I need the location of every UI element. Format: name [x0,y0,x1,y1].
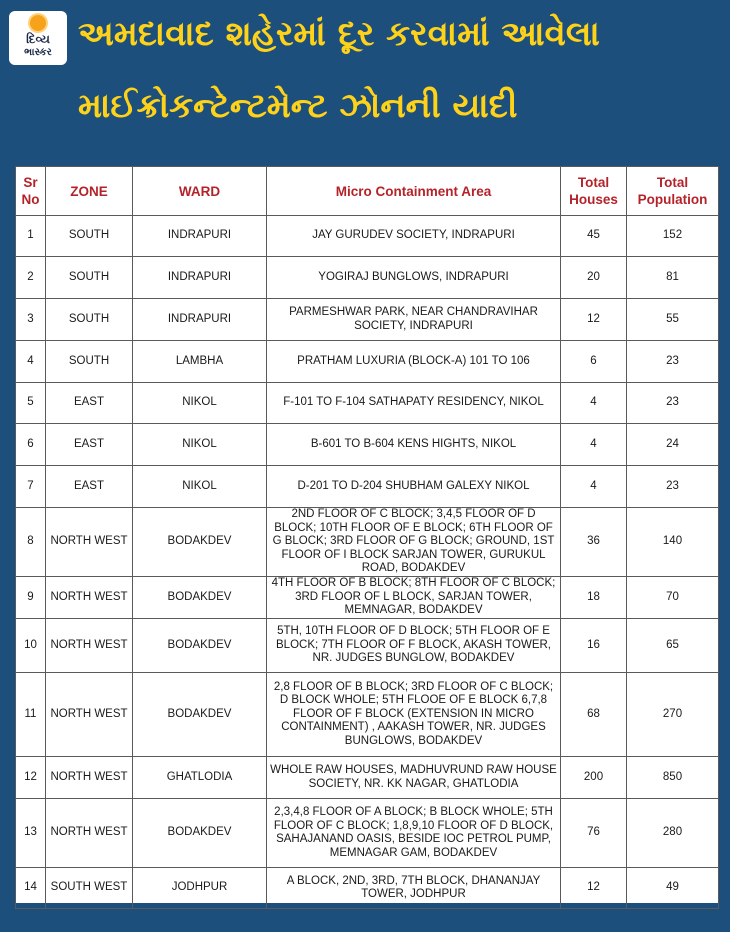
cell-ward: BODAKDEV [133,508,267,577]
table-row [16,383,719,424]
table-row [16,619,719,673]
cell-ward: BODAKDEV [133,799,267,868]
cell-total-population: 23 [627,341,719,383]
cell-zone: NORTH WEST [46,757,133,799]
cell-ward: LAMBHA [133,341,267,383]
cell-total-population: 23 [627,466,719,508]
cell-micro-containment-area: B-601 TO B-604 KENS HIGHTS, NIKOL [267,424,561,466]
cell-micro-containment-area: YOGIRAJ BUNGLOWS, INDRAPURI [267,257,561,299]
cell-ward: NIKOL [133,424,267,466]
cell-micro-containment-area: 2ND FLOOR OF C BLOCK; 3,4,5 FLOOR OF D BLOCK; 10TH FLOOR OF E BLOCK; 6TH FLOOR OF G BLOCK; 3RD FLOOR OF G BLOCK; GROUND, 1ST FLOOR OF I BLOCK SARJAN TOWER, GURUKUL ROAD, BODAKDEV [267,508,561,577]
cell-total-population: 152 [627,216,719,257]
cell-ward: NIKOL [133,383,267,424]
cell-micro-containment-area: PARMESHWAR PARK, NEAR CHANDRAVIHAR SOCIETY, INDRAPURI [267,299,561,341]
cell-sr-no: 6 [16,424,46,466]
table-row [16,757,719,799]
table-row [16,216,719,257]
cell-zone: NORTH WEST [46,619,133,673]
cell-zone: SOUTH [46,257,133,299]
cell-ward: GHATLODIA [133,757,267,799]
cell-ward: NIKOL [133,466,267,508]
cell-zone: EAST [46,383,133,424]
cell-sr-no: 1 [16,216,46,257]
cell-total-houses: 12 [561,868,627,909]
cell-total-houses: 68 [561,673,627,757]
header-micro-containment-area: Micro Containment Area [267,167,561,216]
cell-zone: SOUTH [46,341,133,383]
header-zone: ZONE [46,167,133,216]
cell-ward: BODAKDEV [133,577,267,619]
cell-sr-no: 3 [16,299,46,341]
cell-total-houses: 20 [561,257,627,299]
cell-sr-no: 12 [16,757,46,799]
cell-micro-containment-area: 2,8 FLOOR OF B BLOCK; 3RD FLOOR OF C BLOCK; D BLOCK WHOLE; 5TH FLOOE OF E BLOCK 6,7,8 FLOOR OF F BLOCK (EXTENSION IN MICRO CONTAINMENT) , AAKASH TOWER, NR. JUDGES BUNGLOWS, BODAKDEV [267,673,561,757]
header-total-houses: Total Houses [561,167,627,216]
cell-total-houses: 16 [561,619,627,673]
cell-sr-no: 9 [16,577,46,619]
cell-total-population: 270 [627,673,719,757]
cell-micro-containment-area: 2,3,4,8 FLOOR OF A BLOCK; B BLOCK WHOLE; 5TH FLOOR OF C BLOCK; 1,8,9,10 FLOOR OF D BLOCK, SAHAJANAND OASIS, BESIDE IOC PETROL PUMP, MEMNAGAR GAM, BODAKDEV [267,799,561,868]
table-row [16,257,719,299]
cell-total-population: 850 [627,757,719,799]
cell-total-population: 81 [627,257,719,299]
cell-zone: SOUTH [46,216,133,257]
containment-table-container [15,166,718,903]
cell-micro-containment-area: PRATHAM LUXURIA (BLOCK-A) 101 TO 106 [267,341,561,383]
sun-icon [30,15,46,31]
divya-bhaskar-logo [9,11,67,65]
cell-sr-no: 13 [16,799,46,868]
cell-total-population: 65 [627,619,719,673]
table-row [16,424,719,466]
table-body [16,216,719,909]
cell-total-population: 70 [627,577,719,619]
table-row [16,508,719,577]
table-row [16,341,719,383]
cell-sr-no: 7 [16,466,46,508]
table-header-row [16,167,719,216]
cell-total-houses: 4 [561,424,627,466]
cell-ward: BODAKDEV [133,673,267,757]
cell-total-houses: 76 [561,799,627,868]
cell-zone: EAST [46,466,133,508]
cell-total-houses: 4 [561,466,627,508]
containment-table [15,166,719,909]
cell-total-houses: 18 [561,577,627,619]
cell-sr-no: 4 [16,341,46,383]
header-sr-no: Sr No [16,167,46,216]
bottom-bar [0,918,730,932]
page-title-line1: અમદાવાદ શહેરમાં દૂર કરવામાં આવેલા [78,14,600,54]
table-row [16,673,719,757]
header-ward: WARD [133,167,267,216]
cell-total-population: 49 [627,868,719,909]
header-total-population: Total Population [627,167,719,216]
cell-total-houses: 4 [561,383,627,424]
cell-zone: SOUTH [46,299,133,341]
cell-total-population: 24 [627,424,719,466]
cell-zone: NORTH WEST [46,673,133,757]
cell-micro-containment-area: F-101 TO F-104 SATHAPATY RESIDENCY, NIKOL [267,383,561,424]
cell-zone: NORTH WEST [46,799,133,868]
cell-sr-no: 10 [16,619,46,673]
cell-total-population: 23 [627,383,719,424]
header [0,0,730,160]
cell-micro-containment-area: 5TH, 10TH FLOOR OF D BLOCK; 5TH FLOOR OF E BLOCK; 7TH FLOOR OF F BLOCK, AKASH TOWER, NR. JUDGES BUNGLOW, BODAKDEV [267,619,561,673]
cell-sr-no: 11 [16,673,46,757]
cell-zone: SOUTH WEST [46,868,133,909]
cell-micro-containment-area: JAY GURUDEV SOCIETY, INDRAPURI [267,216,561,257]
cell-zone: EAST [46,424,133,466]
cell-total-houses: 200 [561,757,627,799]
cell-total-population: 55 [627,299,719,341]
cell-micro-containment-area: A BLOCK, 2ND, 3RD, 7TH BLOCK, DHANANJAY TOWER, JODHPUR [267,868,561,909]
cell-total-houses: 45 [561,216,627,257]
page-title-line2: માઈક્રોકન્ટેન્ટમેન્ટ ઝોનની યાદી [78,86,518,126]
cell-micro-containment-area: 4TH FLOOR OF B BLOCK; 8TH FLOOR OF C BLOCK; 3RD FLOOR OF L BLOCK, SARJAN TOWER, MEMNAGAR, BODAKDEV [267,577,561,619]
cell-ward: INDRAPURI [133,257,267,299]
cell-sr-no: 8 [16,508,46,577]
cell-micro-containment-area: WHOLE RAW HOUSES, MADHUVRUND RAW HOUSE SOCIETY, NR. KK NAGAR, GHATLODIA [267,757,561,799]
table-row [16,799,719,868]
cell-sr-no: 14 [16,868,46,909]
table-row [16,577,719,619]
cell-ward: JODHPUR [133,868,267,909]
cell-total-population: 280 [627,799,719,868]
table-row [16,868,719,909]
cell-ward: INDRAPURI [133,299,267,341]
cell-sr-no: 5 [16,383,46,424]
table-row [16,299,719,341]
cell-total-houses: 12 [561,299,627,341]
cell-zone: NORTH WEST [46,577,133,619]
logo-text-line1: દિવ્ય [26,32,50,46]
cell-ward: BODAKDEV [133,619,267,673]
cell-sr-no: 2 [16,257,46,299]
cell-zone: NORTH WEST [46,508,133,577]
cell-micro-containment-area: D-201 TO D-204 SHUBHAM GALEXY NIKOL [267,466,561,508]
table-row [16,466,719,508]
logo-text-line2: ભાસ્કર [24,47,52,58]
cell-total-houses: 6 [561,341,627,383]
cell-total-houses: 36 [561,508,627,577]
cell-ward: INDRAPURI [133,216,267,257]
cell-total-population: 140 [627,508,719,577]
